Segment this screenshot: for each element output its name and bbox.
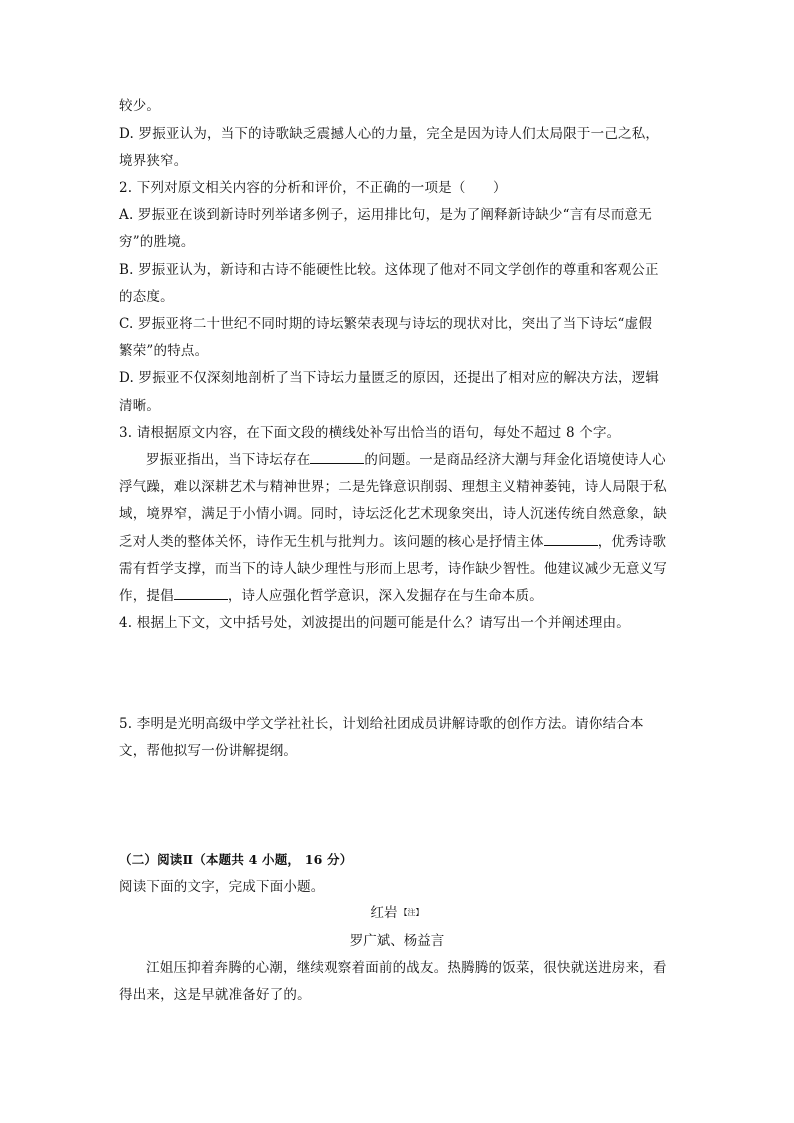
fill-paragraph-line	[119, 586, 543, 606]
passage-title	[0, 903, 794, 923]
question-2: 2. 下列对原文相关内容的分析和评价，不正确的一项是（ ）	[119, 180, 507, 196]
answer-blank	[310, 451, 364, 464]
option-d-line: D. 罗振亚不仅深刻地剖析了当下诗坛力量匮乏的原因，还提出了相对应的解决方法，逻辑	[119, 370, 660, 386]
text-segment: 乏对人类的整体关怀，诗作无生机与批判力。该问题的核心是抒情主体	[119, 534, 544, 550]
text-line: 穷”的胜境。	[119, 234, 195, 250]
option-a-line: A. 罗振亚在谈到新诗时列举诸多例子，运用排比句，是为了阐释新诗缺少“言有尽而意无	[119, 207, 652, 223]
text-segment: ，诗人应强化哲学意识，深入发掘存在与生命本质。	[227, 588, 543, 604]
question-5: 5. 李明是光明高级中学文学社社长，计划给社团成员讲解诗歌的创作方法。请你结合本	[119, 716, 644, 732]
text-line: 繁荣”的特点。	[119, 343, 209, 359]
fill-paragraph-line	[146, 450, 666, 470]
text-segment: ，优秀诗歌	[597, 534, 667, 550]
passage-line: 江姐压抑着奔腾的心潮，继续观察着面前的战友。热腾腾的饭菜，很快就送进房来，看	[146, 960, 667, 976]
text-line: 境界狭窄。	[119, 153, 188, 169]
option-c-line: C. 罗振亚将二十世纪不同时期的诗坛繁荣表现与诗坛的现状对比，突出了当下诗坛“虚假	[119, 316, 653, 332]
answer-blank	[544, 533, 598, 546]
text-segment: 罗振亚指出，当下诗坛存在	[146, 452, 311, 468]
text-line: 的态度。	[119, 289, 174, 305]
fill-paragraph-line: 域，境界窄，满足于小情小调。同时，诗坛泛化艺术现象突出，诗人沉迷传统自然意象，缺	[119, 506, 667, 522]
passage-line: 得出来，这是早就准备好了的。	[119, 987, 311, 1003]
question-3: 3. 请根据原文内容，在下面文段的横线处补写出恰当的语句，每处不超过 8 个字。	[119, 425, 621, 441]
instruction-line: 阅读下面的文字，完成下面小题。	[119, 879, 325, 895]
text-segment: 的问题。一是商品经济大潮与拜金化语境使诗人心	[364, 452, 666, 468]
text-segment: 作，提倡	[119, 588, 174, 604]
fill-paragraph-line: 浮气躁，难以深耕艺术与精神世界；二是先锋意识削弱、理想主义精神萎钝，诗人局限于私	[119, 479, 667, 495]
fill-paragraph-line: 需有哲学支撑，而当下的诗人缺少理性与形而上思考，诗作缺少智性。他建议减少无意义写	[119, 561, 667, 577]
text-line: 较少。	[119, 98, 161, 114]
text-line: 清晰。	[119, 398, 161, 414]
fill-paragraph-line	[119, 532, 666, 552]
option-d-line: D. 罗振亚认为，当下的诗歌缺乏震撼人心的力量，完全是因为诗人们太局限于一己之私，	[119, 126, 660, 142]
passage-authors: 罗广斌、杨益言	[349, 933, 445, 949]
section-heading: （二）阅读Ⅱ（本题共 4 小题， 16 分）	[119, 852, 353, 867]
answer-blank	[174, 587, 228, 600]
title-text: 红岩	[370, 905, 398, 921]
question-4: 4. 根据上下文，文中括号处，刘波提出的问题可能是什么？请写出一个并阐述理由。	[119, 615, 630, 631]
option-b-line: B. 罗振亚认为，新诗和古诗不能硬性比较。这体现了他对不同文学创作的尊重和客观公正	[119, 262, 659, 278]
text-line: 文，帮他拟写一份讲解提纲。	[119, 743, 298, 759]
title-note: 【注】	[399, 908, 424, 917]
